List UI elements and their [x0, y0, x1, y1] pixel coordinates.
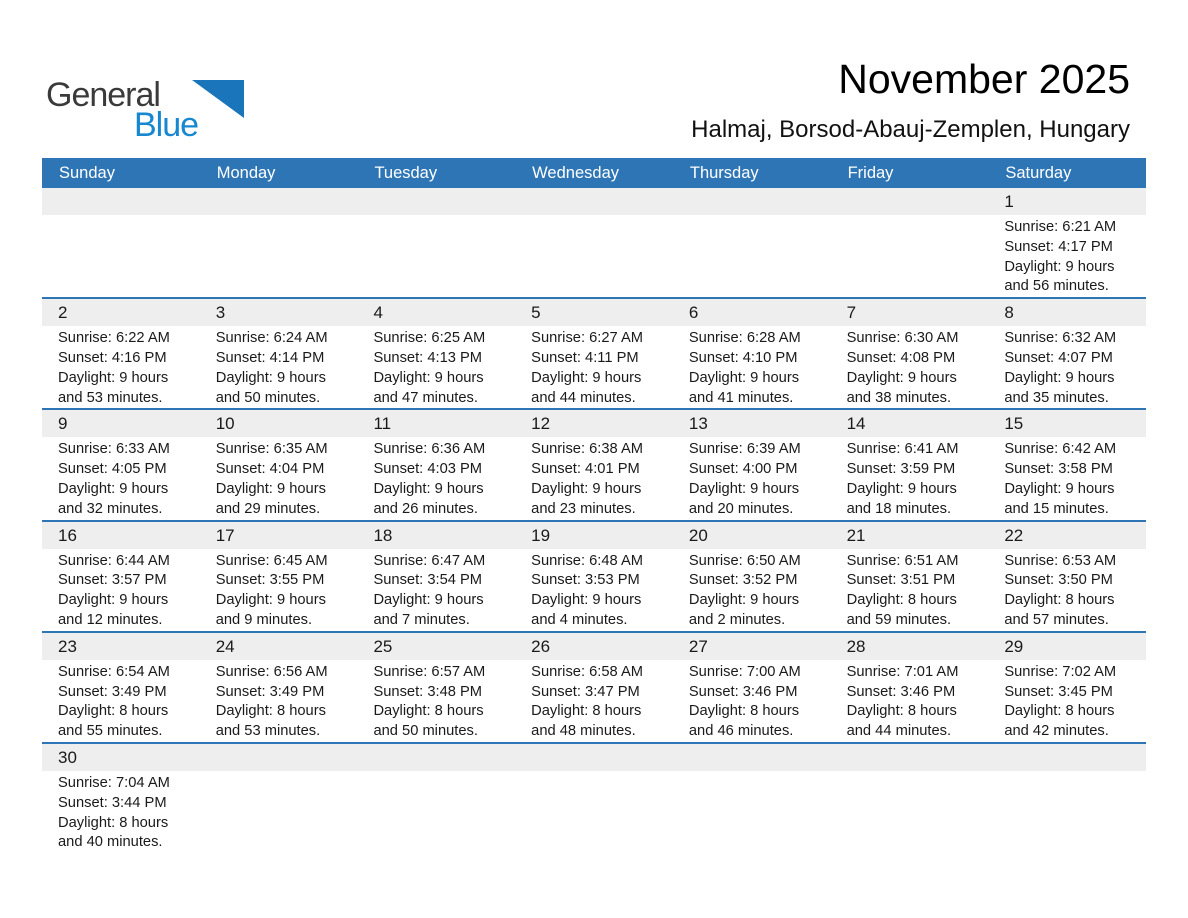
- day-number-29: 29: [1004, 636, 1024, 656]
- day-cell-line: Daylight: 9 hours: [531, 369, 642, 386]
- day-cell-line: Sunset: 3:46 PM: [688, 683, 798, 700]
- day-cell-line: Sunrise: 7:00 AM: [688, 663, 801, 680]
- day-cell-line: Sunrise: 6:41 AM: [846, 441, 959, 458]
- day-cell-9: [42, 437, 200, 519]
- day-number-3: 3: [215, 303, 226, 323]
- weekday-header-wednesday: Wednesday: [532, 164, 619, 182]
- day-number-28: 28: [846, 636, 866, 656]
- day-cell-line: Sunrise: 6:56 AM: [215, 663, 328, 680]
- day-cell-18: [357, 549, 515, 631]
- day-number-8: 8: [1004, 303, 1014, 323]
- day-cell-line: and 4 minutes.: [531, 611, 628, 628]
- day-number-17: 17: [215, 525, 235, 545]
- week-row-6: [42, 744, 1146, 853]
- day-cell-line: Sunset: 4:01 PM: [531, 461, 640, 478]
- day-cell-line: Sunset: 4:10 PM: [688, 349, 798, 366]
- day-cell-line: Sunrise: 7:04 AM: [58, 774, 170, 791]
- day-cell-line: Sunset: 4:08 PM: [846, 349, 956, 366]
- day-cell-20: [673, 549, 831, 631]
- day-cell-line: Sunrise: 6:53 AM: [1004, 552, 1117, 569]
- weekday-header-saturday: Saturday: [1005, 164, 1072, 182]
- day-cell-line: Sunset: 4:03 PM: [373, 461, 483, 478]
- day-cell-line: Sunrise: 6:51 AM: [846, 552, 959, 569]
- page-title: November 2025: [838, 56, 1130, 102]
- day-number-band: [42, 188, 1146, 215]
- day-content-band: [42, 215, 1146, 297]
- day-number-empty: [515, 744, 673, 771]
- day-cell-line: Sunset: 3:47 PM: [531, 683, 640, 700]
- day-cell-line: Sunrise: 6:50 AM: [688, 552, 801, 569]
- day-cell-line: Daylight: 8 hours: [846, 592, 957, 609]
- day-cell-28: [831, 660, 989, 742]
- day-cell-line: Sunset: 4:07 PM: [1004, 349, 1113, 366]
- day-cell-line: Sunset: 3:50 PM: [1004, 572, 1113, 589]
- day-cell-line: Daylight: 9 hours: [688, 369, 800, 386]
- day-cell-line: Daylight: 9 hours: [531, 592, 642, 609]
- day-cell-line: Sunset: 4:17 PM: [1004, 238, 1113, 255]
- day-cell-line: and 44 minutes.: [531, 389, 636, 406]
- day-cell-30: [42, 771, 200, 853]
- day-cell-line: Sunrise: 6:21 AM: [1004, 219, 1117, 235]
- day-cell-line: Daylight: 9 hours: [373, 480, 484, 497]
- day-cell-21: [831, 549, 989, 631]
- day-cell-line: Sunrise: 6:47 AM: [373, 552, 486, 569]
- day-cell-line: and 46 minutes.: [688, 723, 794, 740]
- day-cell-line: Sunrise: 6:32 AM: [1004, 330, 1117, 347]
- day-content-band: [42, 549, 1146, 631]
- day-number-empty: [988, 744, 1146, 771]
- day-cell-15: [988, 437, 1146, 519]
- day-cell-line: Daylight: 8 hours: [846, 703, 957, 720]
- day-cell-line: Sunrise: 7:02 AM: [1004, 663, 1117, 680]
- day-cell-line: Daylight: 8 hours: [58, 814, 169, 831]
- day-number-30: 30: [58, 747, 77, 767]
- day-content-band: [42, 326, 1146, 408]
- day-cell-line: Sunset: 4:05 PM: [58, 461, 167, 478]
- weekday-header-row: [42, 158, 1146, 188]
- day-cell-line: and 41 minutes.: [688, 389, 794, 406]
- day-cell-7: [831, 326, 989, 408]
- weekday-header-thursday: Thursday: [689, 164, 759, 182]
- weekday-header-monday: Monday: [216, 164, 276, 182]
- day-number-24: 24: [215, 636, 235, 656]
- day-cell-line: Sunrise: 6:33 AM: [58, 441, 170, 458]
- day-number-empty: [515, 188, 673, 215]
- day-cell-line: Daylight: 8 hours: [1004, 592, 1115, 609]
- day-cell-line: and 20 minutes.: [688, 500, 794, 517]
- day-cell-line: Sunrise: 6:36 AM: [373, 441, 486, 458]
- day-cell-line: and 26 minutes.: [373, 500, 478, 517]
- day-content-band: [42, 437, 1146, 519]
- day-cell-line: and 44 minutes.: [846, 723, 952, 740]
- day-number-15: 15: [1004, 414, 1024, 434]
- logo-text-blue: Blue: [134, 106, 199, 144]
- day-cell-line: and 56 minutes.: [1004, 278, 1109, 295]
- day-cell-empty: [42, 215, 200, 297]
- day-cell-empty: [200, 215, 358, 297]
- day-number-band: [42, 410, 1146, 437]
- day-cell-line: Sunset: 4:13 PM: [373, 349, 483, 366]
- day-cell-line: and 12 minutes.: [58, 611, 163, 628]
- day-number-empty: [357, 744, 515, 771]
- day-cell-line: Sunrise: 6:30 AM: [846, 330, 959, 347]
- day-cell-24: [200, 660, 358, 742]
- day-cell-line: and 38 minutes.: [846, 389, 952, 406]
- day-cell-line: Daylight: 8 hours: [688, 703, 800, 720]
- day-number-26: 26: [531, 636, 551, 656]
- day-number-band: [42, 522, 1146, 549]
- calendar-grid: [42, 188, 1146, 853]
- day-cell-line: and 57 minutes.: [1004, 611, 1109, 628]
- day-number-band: [42, 744, 1146, 771]
- week-row-2: [42, 299, 1146, 410]
- day-cell-line: Sunset: 4:14 PM: [215, 349, 325, 366]
- day-cell-line: Daylight: 9 hours: [373, 592, 484, 609]
- day-cell-empty: [988, 771, 1146, 853]
- day-cell-line: Sunset: 3:55 PM: [215, 572, 325, 589]
- day-cell-empty: [515, 771, 673, 853]
- day-cell-empty: [673, 215, 831, 297]
- day-cell-line: Sunset: 4:00 PM: [688, 461, 798, 478]
- day-number-empty: [200, 188, 358, 215]
- day-cell-line: Sunset: 3:53 PM: [531, 572, 640, 589]
- day-number-band: [42, 633, 1146, 660]
- day-cell-line: Sunrise: 6:57 AM: [373, 663, 486, 680]
- day-cell-line: Sunset: 3:54 PM: [373, 572, 483, 589]
- day-cell-line: and 59 minutes.: [846, 611, 952, 628]
- day-cell-line: Daylight: 9 hours: [846, 369, 957, 386]
- day-cell-line: and 29 minutes.: [215, 500, 321, 517]
- day-cell-line: Daylight: 8 hours: [215, 703, 326, 720]
- day-cell-line: Sunset: 4:11 PM: [531, 349, 639, 366]
- day-cell-line: and 32 minutes.: [58, 500, 163, 517]
- day-cell-line: Sunrise: 6:39 AM: [688, 441, 801, 458]
- day-cell-line: Daylight: 8 hours: [58, 703, 169, 720]
- day-cell-16: [42, 549, 200, 631]
- day-content-band: [42, 660, 1146, 742]
- day-cell-line: Sunrise: 6:25 AM: [373, 330, 486, 347]
- day-cell-empty: [357, 771, 515, 853]
- day-cell-line: Sunrise: 6:54 AM: [58, 663, 170, 680]
- week-row-5: [42, 633, 1146, 744]
- day-cell-line: Sunset: 3:49 PM: [58, 683, 167, 700]
- day-cell-line: Sunrise: 6:58 AM: [531, 663, 644, 680]
- day-cell-26: [515, 660, 673, 742]
- weekday-header-tuesday: Tuesday: [374, 164, 438, 182]
- day-number-empty: [831, 188, 989, 215]
- day-cell-19: [515, 549, 673, 631]
- day-cell-line: and 53 minutes.: [58, 389, 163, 406]
- general-blue-logo: [46, 68, 256, 144]
- day-number-10: 10: [215, 414, 235, 434]
- day-cell-10: [200, 437, 358, 519]
- day-cell-1: [988, 215, 1146, 297]
- day-number-13: 13: [688, 414, 708, 434]
- day-cell-line: Sunrise: 6:35 AM: [215, 441, 328, 458]
- day-number-7: 7: [846, 303, 857, 323]
- day-cell-line: Sunrise: 7:01 AM: [846, 663, 959, 680]
- day-number-band: [42, 299, 1146, 326]
- day-cell-line: Sunset: 3:51 PM: [846, 572, 956, 589]
- day-cell-line: Daylight: 9 hours: [1004, 258, 1115, 275]
- day-cell-line: Daylight: 8 hours: [531, 703, 642, 720]
- day-cell-line: and 47 minutes.: [373, 389, 478, 406]
- day-number-5: 5: [531, 303, 541, 323]
- day-cell-line: Sunrise: 6:44 AM: [58, 552, 170, 569]
- day-number-12: 12: [531, 414, 551, 434]
- day-cell-line: Sunset: 3:46 PM: [846, 683, 956, 700]
- week-row-1: [42, 188, 1146, 299]
- day-cell-line: Daylight: 9 hours: [1004, 369, 1115, 386]
- day-number-4: 4: [373, 303, 383, 323]
- day-cell-line: Sunset: 3:49 PM: [215, 683, 325, 700]
- day-cell-25: [357, 660, 515, 742]
- day-number-16: 16: [58, 525, 77, 545]
- day-cell-empty: [515, 215, 673, 297]
- day-cell-line: Daylight: 9 hours: [58, 369, 169, 386]
- day-cell-empty: [673, 771, 831, 853]
- logo-text-general: General: [46, 76, 160, 114]
- day-cell-line: and 42 minutes.: [1004, 723, 1109, 740]
- day-cell-line: and 18 minutes.: [846, 500, 952, 517]
- day-cell-4: [357, 326, 515, 408]
- day-cell-empty: [200, 771, 358, 853]
- day-cell-13: [673, 437, 831, 519]
- day-cell-29: [988, 660, 1146, 742]
- day-number-empty: [673, 188, 831, 215]
- day-cell-line: Daylight: 9 hours: [215, 369, 326, 386]
- day-cell-8: [988, 326, 1146, 408]
- day-cell-empty: [831, 215, 989, 297]
- day-cell-line: Sunset: 3:58 PM: [1004, 461, 1113, 478]
- weekday-header-friday: Friday: [847, 164, 894, 182]
- day-cell-line: Sunset: 3:45 PM: [1004, 683, 1113, 700]
- day-cell-line: Daylight: 9 hours: [373, 369, 484, 386]
- day-cell-27: [673, 660, 831, 742]
- day-cell-line: Sunset: 4:04 PM: [215, 461, 325, 478]
- day-cell-14: [831, 437, 989, 519]
- day-cell-line: Sunrise: 6:45 AM: [215, 552, 328, 569]
- day-number-empty: [200, 744, 358, 771]
- day-cell-line: and 23 minutes.: [531, 500, 636, 517]
- day-cell-line: Sunset: 4:16 PM: [58, 349, 167, 366]
- day-cell-22: [988, 549, 1146, 631]
- day-number-18: 18: [373, 525, 393, 545]
- day-number-14: 14: [846, 414, 866, 434]
- day-cell-line: and 2 minutes.: [688, 611, 786, 628]
- day-cell-5: [515, 326, 673, 408]
- day-cell-line: Sunrise: 6:38 AM: [531, 441, 644, 458]
- day-number-2: 2: [58, 303, 68, 323]
- day-cell-line: and 7 minutes.: [373, 611, 470, 628]
- day-number-21: 21: [846, 525, 866, 545]
- day-cell-17: [200, 549, 358, 631]
- day-number-empty: [42, 188, 200, 215]
- day-cell-line: Sunrise: 6:28 AM: [688, 330, 801, 347]
- page-subtitle: Halmaj, Borsod-Abauj-Zemplen, Hungary: [691, 116, 1130, 143]
- day-number-9: 9: [58, 414, 68, 434]
- day-number-19: 19: [531, 525, 551, 545]
- day-number-23: 23: [58, 636, 77, 656]
- day-cell-line: and 35 minutes.: [1004, 389, 1109, 406]
- day-number-27: 27: [688, 636, 708, 656]
- day-number-11: 11: [373, 414, 392, 434]
- day-cell-23: [42, 660, 200, 742]
- day-cell-line: Sunset: 3:48 PM: [373, 683, 483, 700]
- day-cell-line: Sunrise: 6:22 AM: [58, 330, 170, 347]
- day-cell-line: Daylight: 9 hours: [531, 480, 642, 497]
- logo-triangle-icon: [192, 80, 244, 118]
- day-cell-11: [357, 437, 515, 519]
- calendar-table: [42, 158, 1146, 853]
- day-cell-3: [200, 326, 358, 408]
- week-row-4: [42, 522, 1146, 633]
- day-cell-12: [515, 437, 673, 519]
- day-cell-line: Daylight: 8 hours: [373, 703, 484, 720]
- day-cell-line: Daylight: 9 hours: [688, 592, 800, 609]
- day-number-25: 25: [373, 636, 393, 656]
- day-cell-line: and 15 minutes.: [1004, 500, 1109, 517]
- day-cell-2: [42, 326, 200, 408]
- day-cell-line: Daylight: 8 hours: [1004, 703, 1115, 720]
- day-number-empty: [357, 188, 515, 215]
- day-number-22: 22: [1004, 525, 1024, 545]
- day-cell-line: and 55 minutes.: [58, 723, 163, 740]
- day-cell-line: Daylight: 9 hours: [688, 480, 800, 497]
- day-cell-line: Daylight: 9 hours: [58, 480, 169, 497]
- day-cell-line: Sunrise: 6:48 AM: [531, 552, 644, 569]
- day-cell-line: and 50 minutes.: [373, 723, 478, 740]
- week-row-3: [42, 410, 1146, 521]
- day-cell-line: Daylight: 9 hours: [215, 592, 326, 609]
- day-cell-line: Daylight: 9 hours: [846, 480, 957, 497]
- day-cell-line: Sunset: 3:59 PM: [846, 461, 956, 478]
- day-cell-line: Sunrise: 6:27 AM: [531, 330, 644, 347]
- day-number-empty: [831, 744, 989, 771]
- day-number-1: 1: [1004, 192, 1014, 211]
- day-number-20: 20: [688, 525, 708, 545]
- day-cell-line: Sunrise: 6:24 AM: [215, 330, 328, 347]
- day-cell-line: Sunrise: 6:42 AM: [1004, 441, 1117, 458]
- day-number-empty: [673, 744, 831, 771]
- day-cell-empty: [831, 771, 989, 853]
- day-number-6: 6: [688, 303, 699, 323]
- day-cell-line: and 9 minutes.: [215, 611, 313, 628]
- day-cell-line: Daylight: 9 hours: [215, 480, 326, 497]
- day-cell-line: and 48 minutes.: [531, 723, 636, 740]
- day-cell-line: and 50 minutes.: [215, 389, 321, 406]
- day-cell-empty: [357, 215, 515, 297]
- title-block: [691, 56, 1130, 144]
- day-cell-line: Daylight: 9 hours: [1004, 480, 1115, 497]
- day-content-band: [42, 771, 1146, 853]
- day-cell-line: and 40 minutes.: [58, 834, 163, 851]
- day-cell-line: Sunset: 3:52 PM: [688, 572, 798, 589]
- day-cell-line: Sunset: 3:57 PM: [58, 572, 167, 589]
- day-cell-6: [673, 326, 831, 408]
- day-cell-line: Daylight: 9 hours: [58, 592, 169, 609]
- weekday-header-sunday: Sunday: [59, 164, 115, 182]
- day-cell-line: Sunset: 3:44 PM: [58, 794, 167, 811]
- day-cell-line: and 53 minutes.: [215, 723, 321, 740]
